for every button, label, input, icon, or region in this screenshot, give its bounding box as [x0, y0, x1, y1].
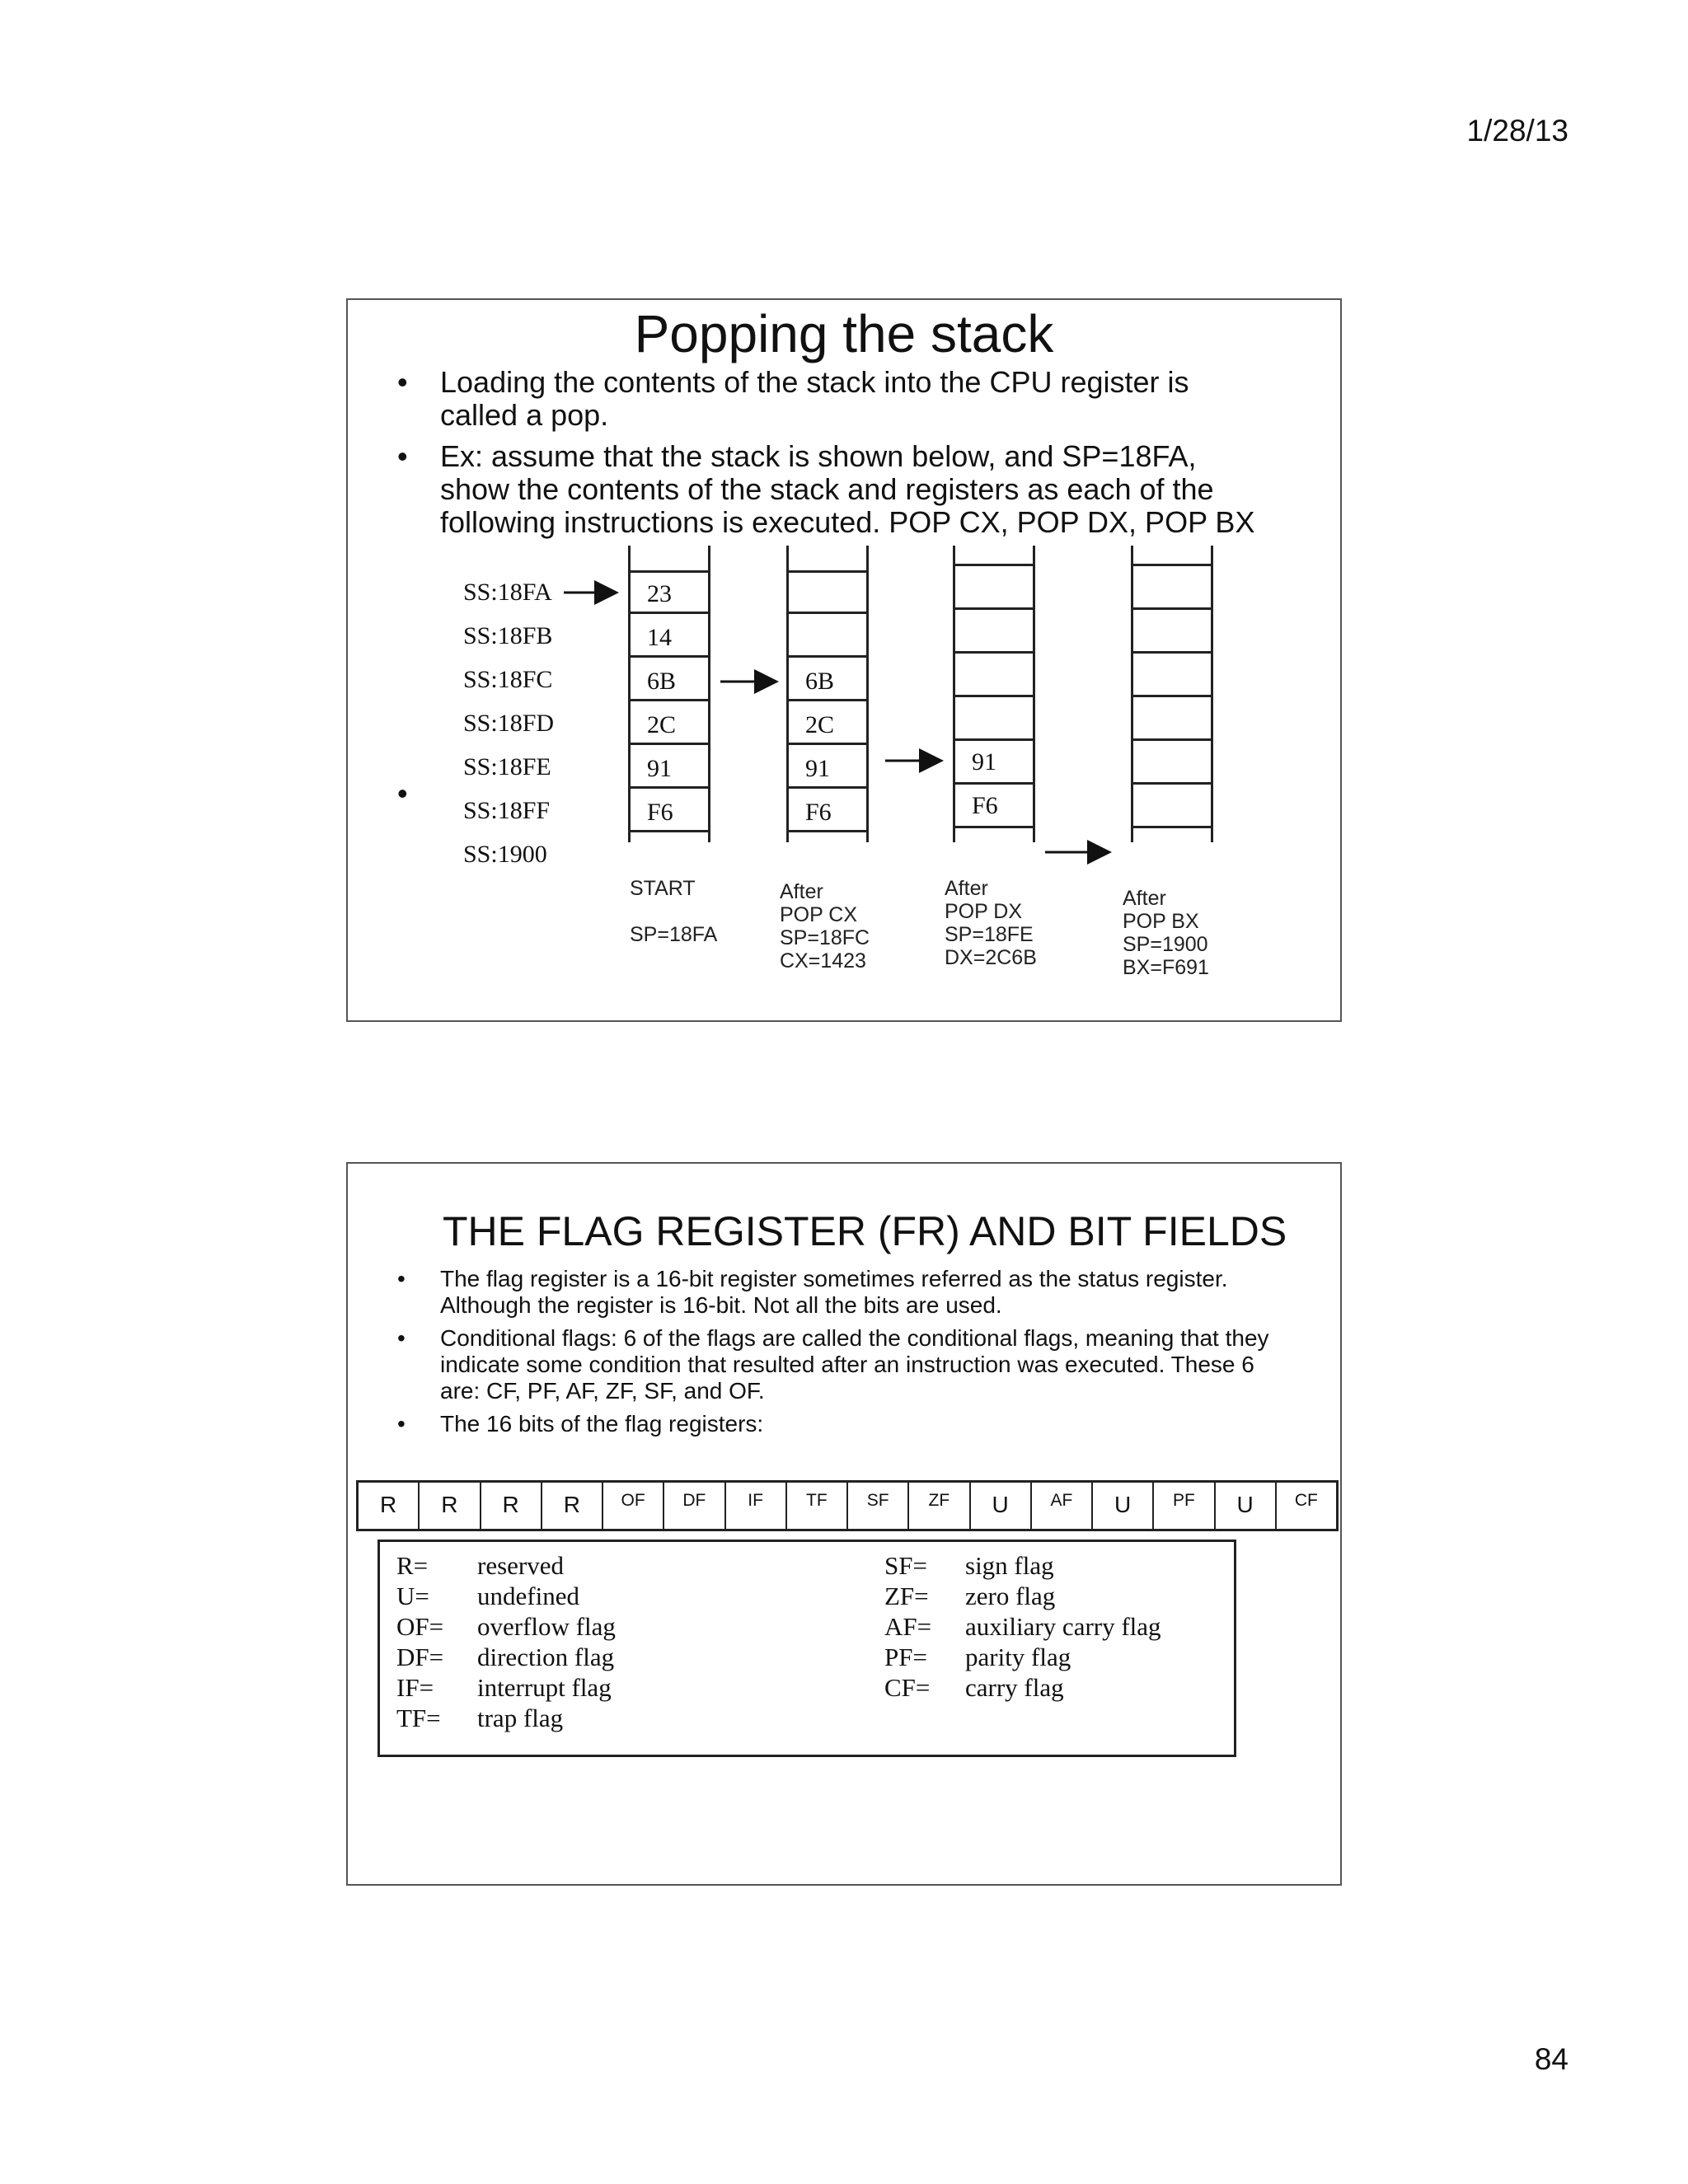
- legend-key: IF=: [396, 1673, 434, 1702]
- bullet-item: • Ex: assume that the stack is shown below, and SP=18FA, show the contents of the stack and registers as each of the following instructions is executed. POP CX, POP DX, POP BX: [397, 440, 1266, 539]
- bullet-item: • Conditional flags: 6 of the flags are called the conditional flags, meaning that they indicate some condition that resulted after an instruction was executed. These 6 are: CF, PF, AF, ZF, SF, and OF.: [397, 1325, 1274, 1404]
- stack-cell: 23: [631, 573, 708, 614]
- slide-popping-stack: [346, 298, 1342, 1022]
- stack-cell: [955, 610, 1033, 654]
- bullet-item: • The flag register is a 16-bit register sometimes referred as the status register. Although the register is 16-bit. Not all the bits are used.: [397, 1266, 1274, 1319]
- legend-left-column: [396, 1550, 616, 1733]
- legend-row: [396, 1581, 616, 1611]
- legend-desc: overflow flag: [477, 1612, 616, 1641]
- legend-desc: trap flag: [477, 1704, 564, 1732]
- address-label: SS:1900: [463, 841, 547, 868]
- legend-row: [884, 1611, 1161, 1642]
- stack-caption: [780, 880, 870, 972]
- legend-desc: interrupt flag: [477, 1673, 612, 1702]
- flag-bit: CF: [1294, 1491, 1318, 1510]
- legend-desc: reserved: [477, 1551, 564, 1580]
- stack-cell: F6: [955, 785, 1033, 828]
- stack-after-pop-dx: [953, 546, 1035, 842]
- legend-row: [396, 1642, 616, 1672]
- legend-desc: auxiliary carry flag: [965, 1612, 1161, 1641]
- stack-cell: [955, 697, 1033, 741]
- flag-bit: U: [971, 1483, 1032, 1529]
- legend-key: SF=: [884, 1551, 927, 1580]
- caption-line: After: [780, 880, 823, 903]
- stack-after-pop-cx: [786, 546, 869, 842]
- legend-key: AF=: [884, 1612, 932, 1641]
- flag-legend: [377, 1540, 1236, 1757]
- legend-key: OF=: [396, 1612, 444, 1641]
- legend-desc: sign flag: [965, 1551, 1054, 1580]
- flag-bit: PF: [1154, 1483, 1215, 1529]
- caption-line: POP DX: [945, 900, 1023, 923]
- legend-desc: parity flag: [965, 1643, 1071, 1671]
- legend-key: PF=: [884, 1643, 927, 1671]
- flag-bit: SF: [848, 1483, 909, 1529]
- bullet-list: [397, 1266, 1274, 1444]
- address-label: SS:18FE: [463, 753, 551, 780]
- legend-desc: carry flag: [965, 1673, 1064, 1702]
- stack-cell: 6B: [789, 660, 866, 701]
- stack-cell: [789, 573, 866, 614]
- caption-line: DX=2C6B: [945, 946, 1037, 969]
- slide-flag-register: [346, 1162, 1342, 1886]
- flag-bit: ZF: [909, 1483, 970, 1529]
- legend-row: [396, 1703, 616, 1733]
- legend-key: R=: [396, 1551, 429, 1580]
- caption-line: START: [630, 877, 696, 900]
- empty-bullet: •: [397, 776, 408, 810]
- flag-bit: OF: [603, 1483, 664, 1529]
- legend-key: U=: [396, 1582, 429, 1610]
- stack-cell: [1133, 741, 1211, 785]
- stack-caption: [1123, 887, 1209, 979]
- legend-desc: undefined: [477, 1582, 579, 1610]
- legend-key: CF=: [884, 1673, 931, 1702]
- legend-row: [884, 1642, 1161, 1672]
- caption-line: BX=F691: [1123, 956, 1209, 979]
- legend-key: ZF=: [884, 1582, 929, 1610]
- stack-after-pop-bx: [1131, 546, 1213, 842]
- stack-cell: 14: [631, 616, 708, 658]
- stack-start: [628, 546, 710, 842]
- flag-bit: R: [542, 1483, 603, 1529]
- stack-cell: [1133, 566, 1211, 610]
- caption-line: SP=18FC: [780, 926, 870, 949]
- stack-cell: [1133, 654, 1211, 697]
- legend-key: DF=: [396, 1643, 444, 1671]
- stack-cell: 91: [955, 741, 1033, 785]
- caption-line: After: [1123, 887, 1166, 910]
- stack-caption: [630, 877, 717, 946]
- address-label: SS:18FB: [463, 622, 553, 649]
- stack-cell: 2C: [789, 704, 866, 745]
- stack-cell: [1133, 785, 1211, 828]
- caption-line: SP=18FA: [630, 923, 718, 946]
- caption-line: SP=18FE: [945, 923, 1034, 946]
- stack-cell: [789, 616, 866, 658]
- flag-bit: TF: [787, 1483, 848, 1529]
- legend-desc: direction flag: [477, 1643, 615, 1671]
- stack-cell: 91: [631, 748, 708, 789]
- flag-bit: IF: [726, 1483, 787, 1529]
- stack-cell: 6B: [631, 660, 708, 701]
- bullet-item: • Loading the contents of the stack into the CPU register is called a pop.: [397, 366, 1266, 432]
- caption-line: POP CX: [780, 903, 858, 926]
- legend-row: [884, 1581, 1161, 1611]
- caption-line: CX=1423: [780, 949, 866, 972]
- flag-bit: R: [359, 1483, 420, 1529]
- stack-cell: 2C: [631, 704, 708, 745]
- legend-row: [884, 1550, 1161, 1581]
- stack-cell: F6: [789, 791, 866, 832]
- page-date: 1/28/13: [1466, 114, 1568, 148]
- flag-bits-row: [356, 1480, 1339, 1531]
- slide-title: Popping the stack: [634, 304, 1054, 363]
- stack-cell: F6: [631, 791, 708, 832]
- stack-cell: [1133, 610, 1211, 654]
- stack-cell: [955, 566, 1033, 610]
- legend-desc: zero flag: [965, 1582, 1056, 1610]
- caption-line: POP BX: [1123, 910, 1199, 933]
- stack-caption: [945, 877, 1037, 969]
- stack-cell: 91: [789, 748, 866, 789]
- slide-title: THE FLAG REGISTER (FR) AND BIT FIELDS: [443, 1208, 1287, 1254]
- legend-key: TF=: [396, 1704, 441, 1732]
- flag-bit: U: [1093, 1483, 1154, 1529]
- flag-bit: R: [481, 1483, 542, 1529]
- legend-row: [396, 1550, 616, 1581]
- page-number: 84: [1534, 2042, 1568, 2076]
- address-label: SS:18FA: [463, 579, 552, 606]
- flag-bit: R: [420, 1483, 481, 1529]
- caption-line: SP=1900: [1123, 933, 1208, 956]
- legend-row: [396, 1672, 616, 1703]
- legend-row: [396, 1611, 616, 1642]
- flag-bit: U: [1216, 1483, 1277, 1529]
- legend-row: [884, 1672, 1161, 1703]
- bullet-item: • The 16 bits of the flag registers:: [397, 1411, 1274, 1437]
- flag-bit: AF: [1032, 1483, 1093, 1529]
- caption-line: After: [945, 877, 988, 900]
- stack-cell: [955, 654, 1033, 697]
- address-label: SS:18FC: [463, 666, 553, 693]
- address-label: SS:18FD: [463, 710, 555, 737]
- stack-cell: [1133, 697, 1211, 741]
- flag-bit: DF: [664, 1483, 725, 1529]
- legend-right-column: [884, 1550, 1161, 1703]
- address-label: SS:18FF: [463, 797, 551, 824]
